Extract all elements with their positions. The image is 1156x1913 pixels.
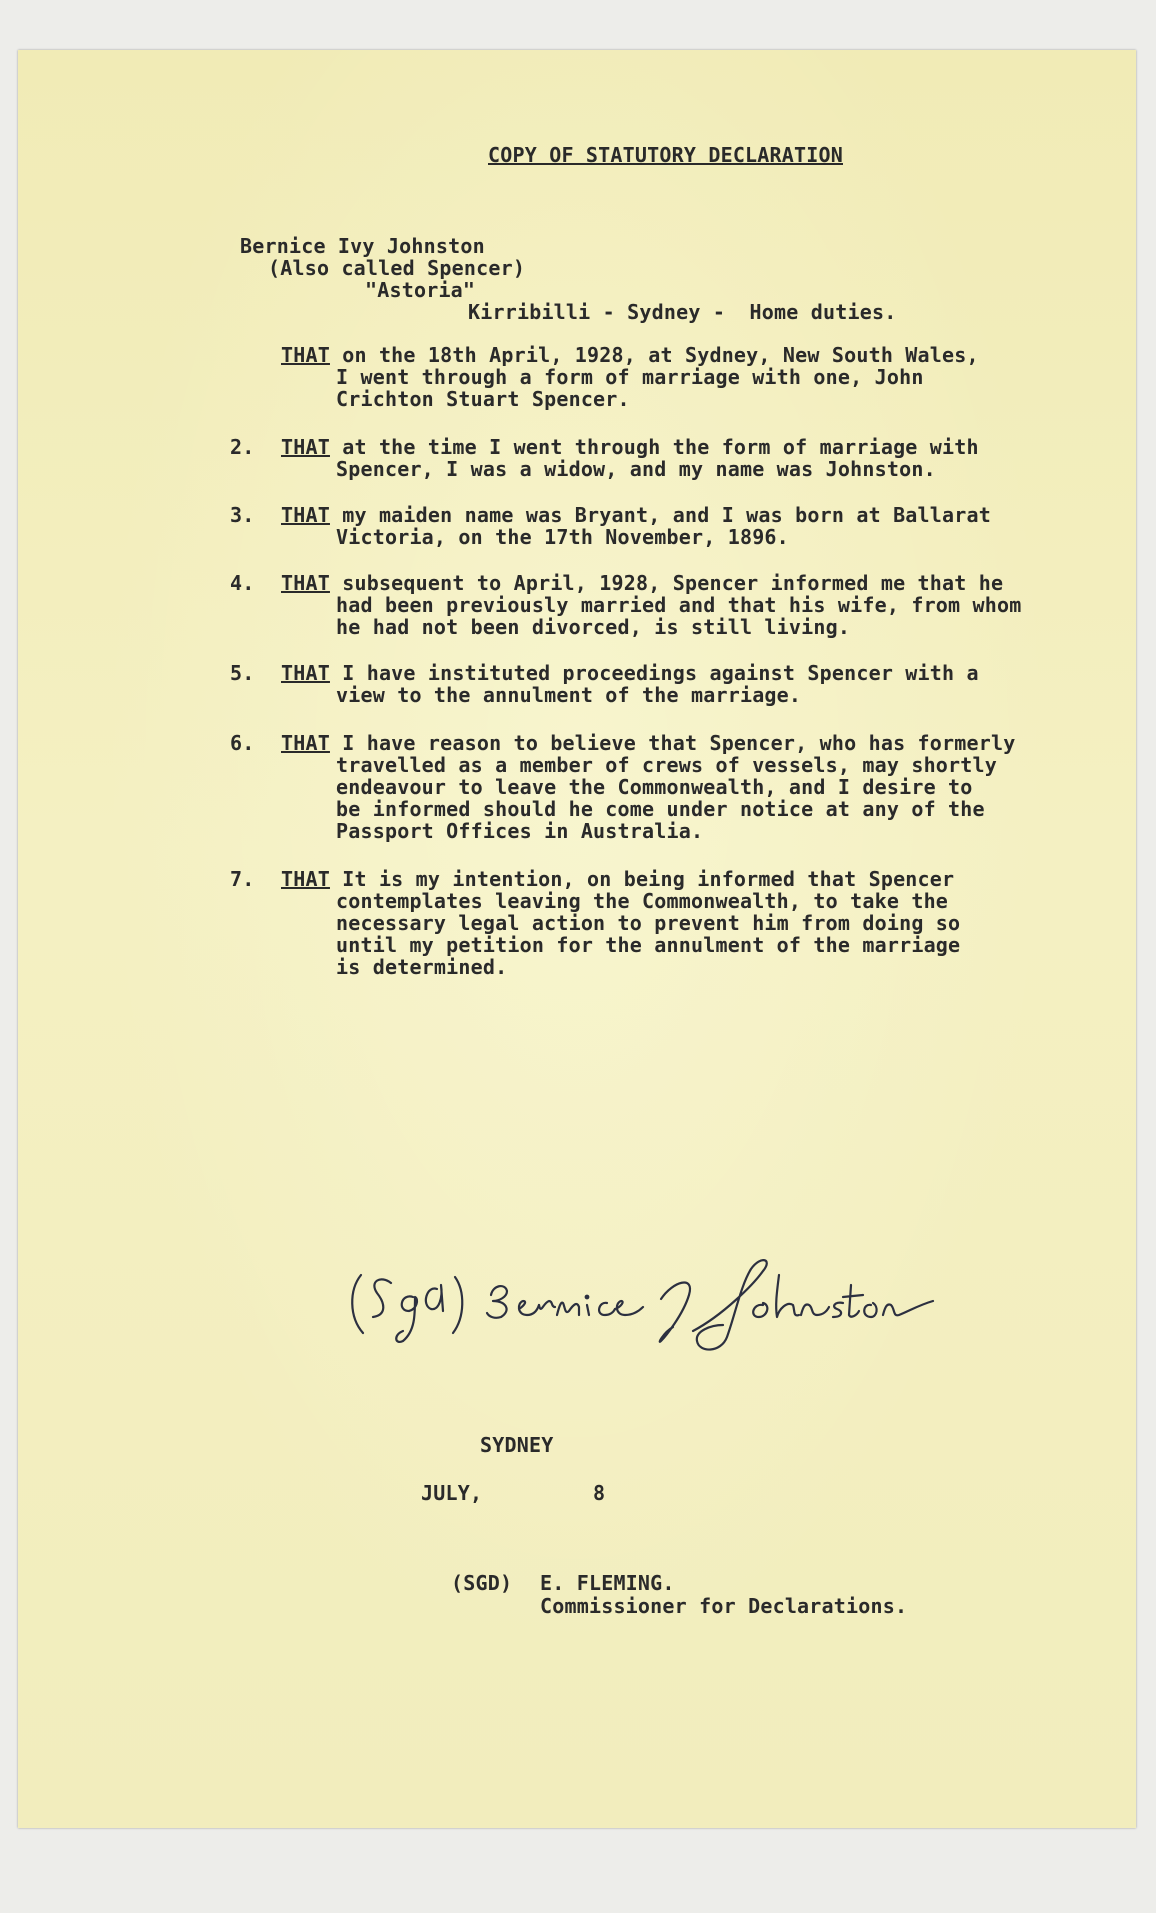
that-label: THAT xyxy=(281,571,330,595)
paragraph-line: my maiden name was Bryant, and I was born at Ballarat xyxy=(342,503,991,527)
paragraph-line: necessary legal action to prevent him from doing so xyxy=(336,911,961,935)
paragraph-number: 7. xyxy=(230,867,255,891)
paragraph-line: It is my intention, on being informed that Spencer xyxy=(342,867,955,891)
paragraph-line: Spencer, I was a widow, and my name was Johnston. xyxy=(336,457,936,481)
paragraph-line: contemplates leaving the Commonwealth, to take the xyxy=(336,889,949,913)
paragraph-number: 3. xyxy=(230,503,255,527)
declarant-alias: (Also called Spencer) xyxy=(268,256,526,280)
paragraph-line: I went through a form of marriage with one, John xyxy=(336,365,924,389)
paragraph-line: be informed should he come under notice at any of the xyxy=(336,797,985,821)
commissioner-name: E. FLEMING. xyxy=(540,1571,675,1595)
paragraph-line: until my petition for the annulment of the marriage xyxy=(336,933,961,957)
paragraph-line: Crichton Stuart Spencer. xyxy=(336,387,630,411)
that-label: THAT xyxy=(281,731,330,755)
paragraph-line: I have instituted proceedings against Spencer with a xyxy=(342,661,979,685)
declarant-name: Bernice Ivy Johnston xyxy=(240,234,485,258)
commissioner-title: Commissioner for Declarations. xyxy=(540,1594,908,1618)
document-title: COPY OF STATUTORY DECLARATION xyxy=(488,143,843,167)
paragraph-line: at the time I went through the form of marriage with xyxy=(342,435,979,459)
that-label: THAT xyxy=(281,435,330,459)
commissioner-prefix: (SGD) xyxy=(451,1571,513,1595)
paragraph-number: 6. xyxy=(230,731,255,755)
paragraph-line: had been previously married and that his wife, from whom xyxy=(336,593,1022,617)
paragraph-number: 4. xyxy=(230,571,255,595)
handwritten-signature xyxy=(343,1245,943,1365)
that-label: THAT xyxy=(281,343,330,367)
paragraph-line: endeavour to leave the Commonwealth, and I desire to xyxy=(336,775,973,799)
that-label: THAT xyxy=(281,503,330,527)
paragraph-line: he had not been divorced, is still living. xyxy=(336,615,851,639)
date-day: 8 xyxy=(593,1481,606,1505)
paragraph-line: on the 18th April, 1928, at Sydney, New South Wales, xyxy=(342,343,979,367)
declarant-address: "Astoria" xyxy=(365,278,476,302)
paragraph-line: Victoria, on the 17th November, 1896. xyxy=(336,525,789,549)
paragraph-line: I have reason to believe that Spencer, who has formerly xyxy=(342,731,1016,755)
date-month: JULY, xyxy=(421,1481,483,1505)
paragraph-line: Passport Offices in Australia. xyxy=(336,819,704,843)
place: SYDNEY xyxy=(480,1433,554,1457)
that-label: THAT xyxy=(281,661,330,685)
paragraph-line: subsequent to April, 1928, Spencer informed me that he xyxy=(342,571,1004,595)
paragraph-line: travelled as a member of crews of vessels, may shortly xyxy=(336,753,998,777)
declarant-locality: Kirribilli - Sydney - Home duties. xyxy=(468,300,897,324)
paragraph-number: 2. xyxy=(230,435,255,459)
paragraph-number: 5. xyxy=(230,661,255,685)
paragraph-line: is determined. xyxy=(336,955,508,979)
document-page xyxy=(18,50,1136,1828)
that-label: THAT xyxy=(281,867,330,891)
paragraph-line: view to the annulment of the marriage. xyxy=(336,683,802,707)
